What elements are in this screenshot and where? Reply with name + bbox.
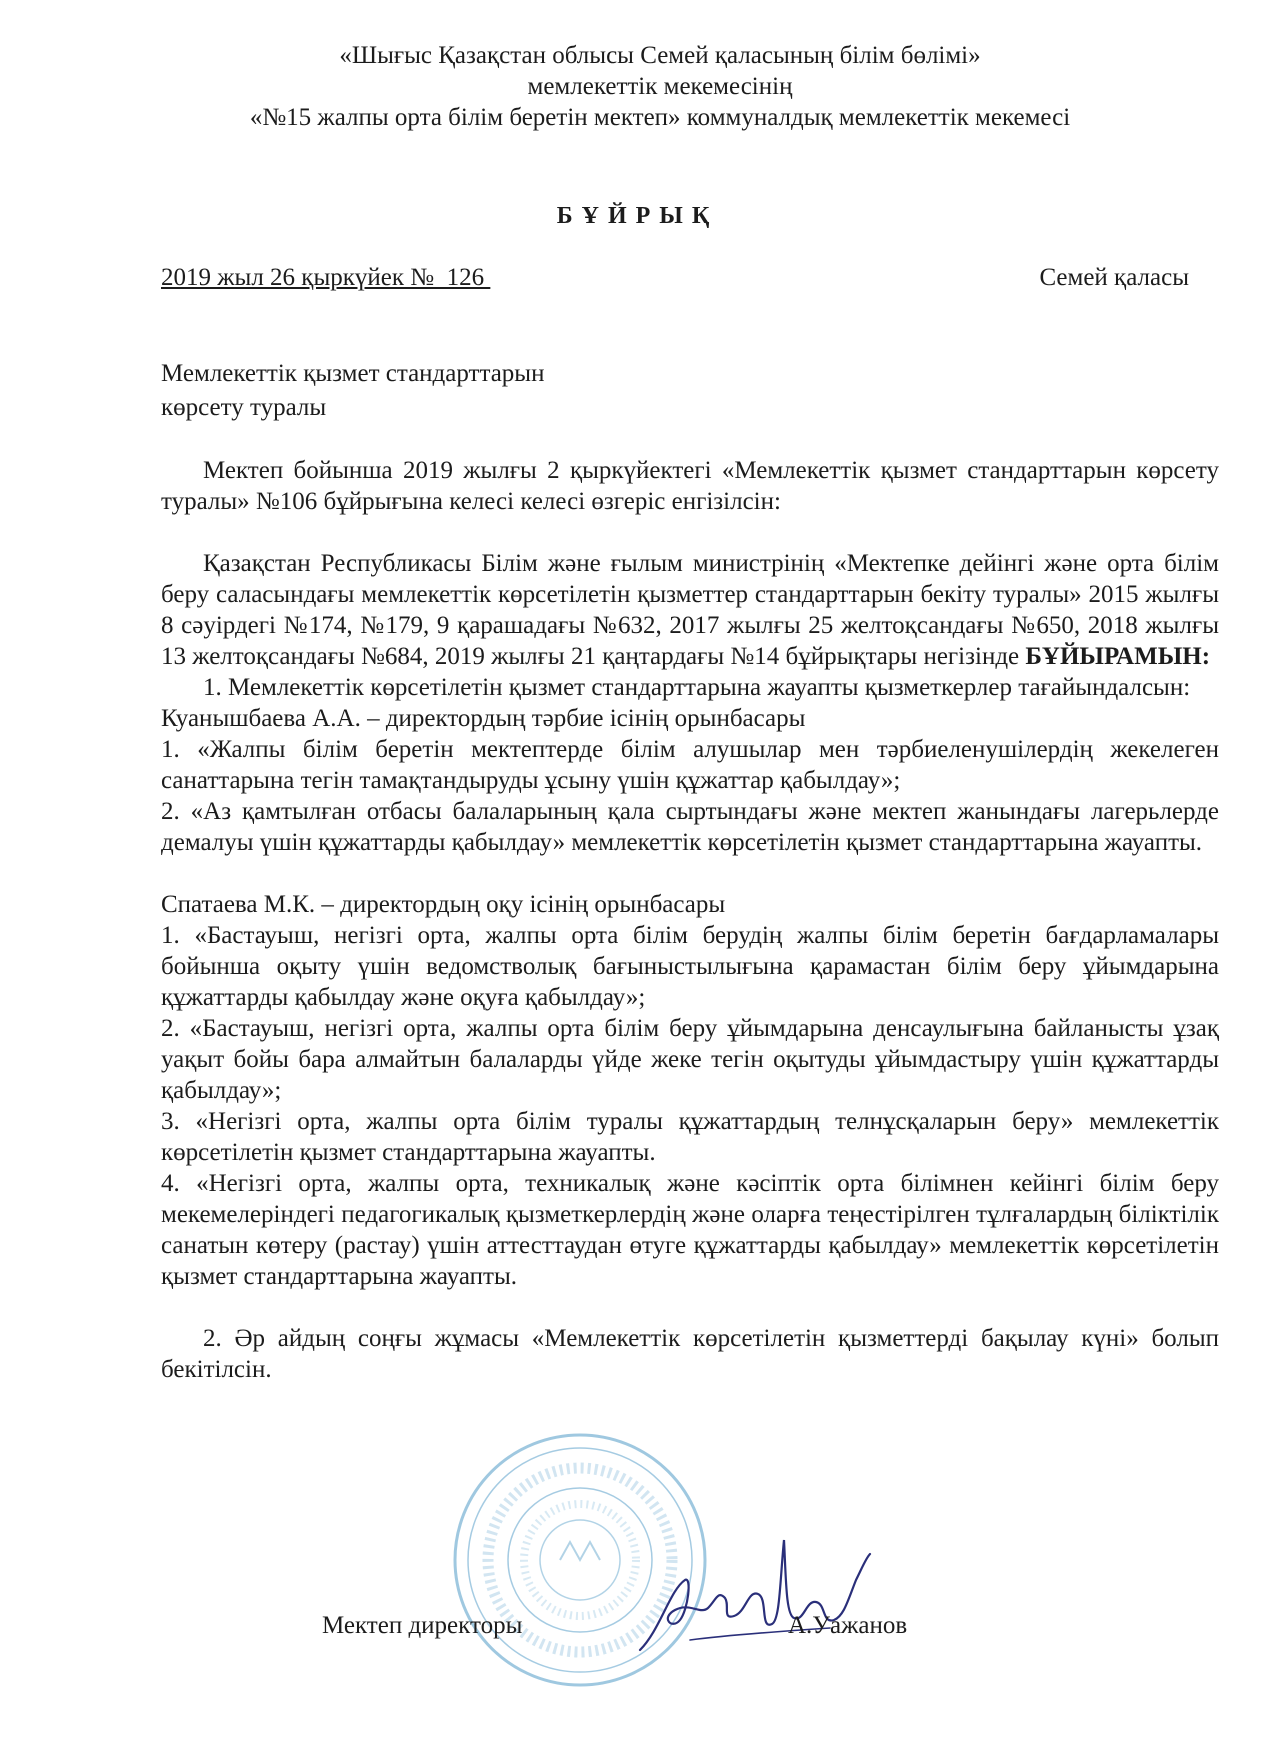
header-line-1: «Шығыс Қазақстан облысы Семей қаласының білім бөлімі» bbox=[339, 42, 981, 69]
item-2: 2. Әр айдың соңғы жұмасы «Мемлекеттік көрсетілетін қызметтерді бақылау күні» болып бекітілсін. bbox=[161, 1325, 1219, 1383]
document-title: БҰЙРЫҚ bbox=[556, 203, 719, 229]
subject-line-2: көрсету туралы bbox=[161, 394, 327, 421]
order-subject bbox=[161, 357, 544, 425]
person-2-service-2: 2. «Бастауыш, негізгі орта, жалпы орта білім беру ұйымдарына денсаулығына байланысты ұзақ уақыт бойы бара алмайтын балаларды үйде жеке тегін оқытуды ұйымдастыру үшін құжаттарды қабылдау»; bbox=[161, 1015, 1219, 1104]
item-1: 1. Мемлекеттік көрсетілетін қызмет стандарттарына жауапты қызметкерлер тағайындалсын: bbox=[203, 674, 1191, 701]
person-1-service-2: 2. «Аз қамтылған отбасы балаларының қала сыртындағы және мектеп жанындағы лагерьлерде демалуы үшін құжаттарды қабылдау» мемлекеттік көрсетілетін қызмет стандарттарына жауапты. bbox=[161, 798, 1219, 856]
intro-paragraph: Мектеп бойынша 2019 жылғы 2 қыркүйектегі «Мемлекеттік қызмет стандарттарын көрсету туралы» №106 бұйрығына келесі келесі өзгеріс енгізілсін: bbox=[161, 457, 1219, 515]
order-word: БҰЙЫРАМЫН: bbox=[1025, 643, 1211, 670]
order-body bbox=[161, 455, 1219, 1385]
responsible-person-2: Спатаева М.К. – директордың оқу ісінің орынбасары bbox=[161, 891, 726, 918]
basis-text: Қазақстан Республикасы Білім және ғылым министрінің «Мектепке дейінгі және орта білім беру саласындағы мемлекеттік көрсетілетін қызметтер стандарттарын бекіту туралы» 2015 жылғы 8 сәуірдегі №174, №179, 9 қарашадағы №632, 2017 жылғы 25 желтоқсандағы №650, 2018 жылғы 13 желтоқсандағы №684, 2019 жылғы 21 қаңтардағы №14 бұйрықтары негізінде bbox=[161, 550, 1219, 670]
header-line-3: «№15 жалпы орта білім беретін мектеп» коммуналдық мемлекеттік мекемесі bbox=[249, 104, 1071, 131]
person-1-service-1: 1. «Жалпы білім беретін мектептерде білім алушылар мен тәрбиеленушілердің жекелеген санаттарына тегін тамақтандыруды ұсыну үшін құжаттар қабылдау»; bbox=[161, 736, 1219, 794]
header-line-2: мемлекеттік мекемесінің bbox=[527, 73, 793, 100]
order-date-number: 2019 жыл 26 қыркүйек № 126 bbox=[161, 264, 491, 291]
person-2-service-3: 3. «Негізгі орта, жалпы орта білім туралы құжаттардың телнұсқаларын беру» мемлекеттік көрсетілетін қызмет стандарттарына жауапты. bbox=[161, 1108, 1219, 1166]
subject-line-1: Мемлекеттік қызмет стандарттарын bbox=[161, 360, 545, 387]
basis-paragraph bbox=[161, 548, 1219, 672]
order-city: Семей қаласы bbox=[1039, 264, 1189, 291]
responsible-person-1: Куанышбаева А.А. – директордың тәрбие ісінің орынбасары bbox=[161, 705, 806, 732]
signature-name: А.Уажанов bbox=[788, 1612, 908, 1639]
handwritten-signature bbox=[630, 1520, 890, 1670]
person-2-service-4: 4. «Негізгі орта, жалпы орта, техникалық және кәсіптік орта білімнен кейінгі білім беру мекемелеріндегі педагогикалық қызметкерлердің және оларға теңестірілген тұлғалардың біліктілік санатын көтеру (растау) үшін аттесттаудан өтуге құжаттарды қабылдау» мемлекеттік көрсетілетін қызмет стандарттарына жауапты. bbox=[161, 1170, 1219, 1290]
person-2-service-1: 1. «Бастауыш, негізгі орта, жалпы орта білім берудің жалпы білім беретін бағдарламалары бойынша оқыту үшін ведомстволық бағыныстылығына қарамастан білім беру ұйымдарына құжаттарды қабылдау және оқуға қабылдау»; bbox=[161, 922, 1219, 1011]
signature-position: Мектеп директоры bbox=[322, 1612, 523, 1639]
